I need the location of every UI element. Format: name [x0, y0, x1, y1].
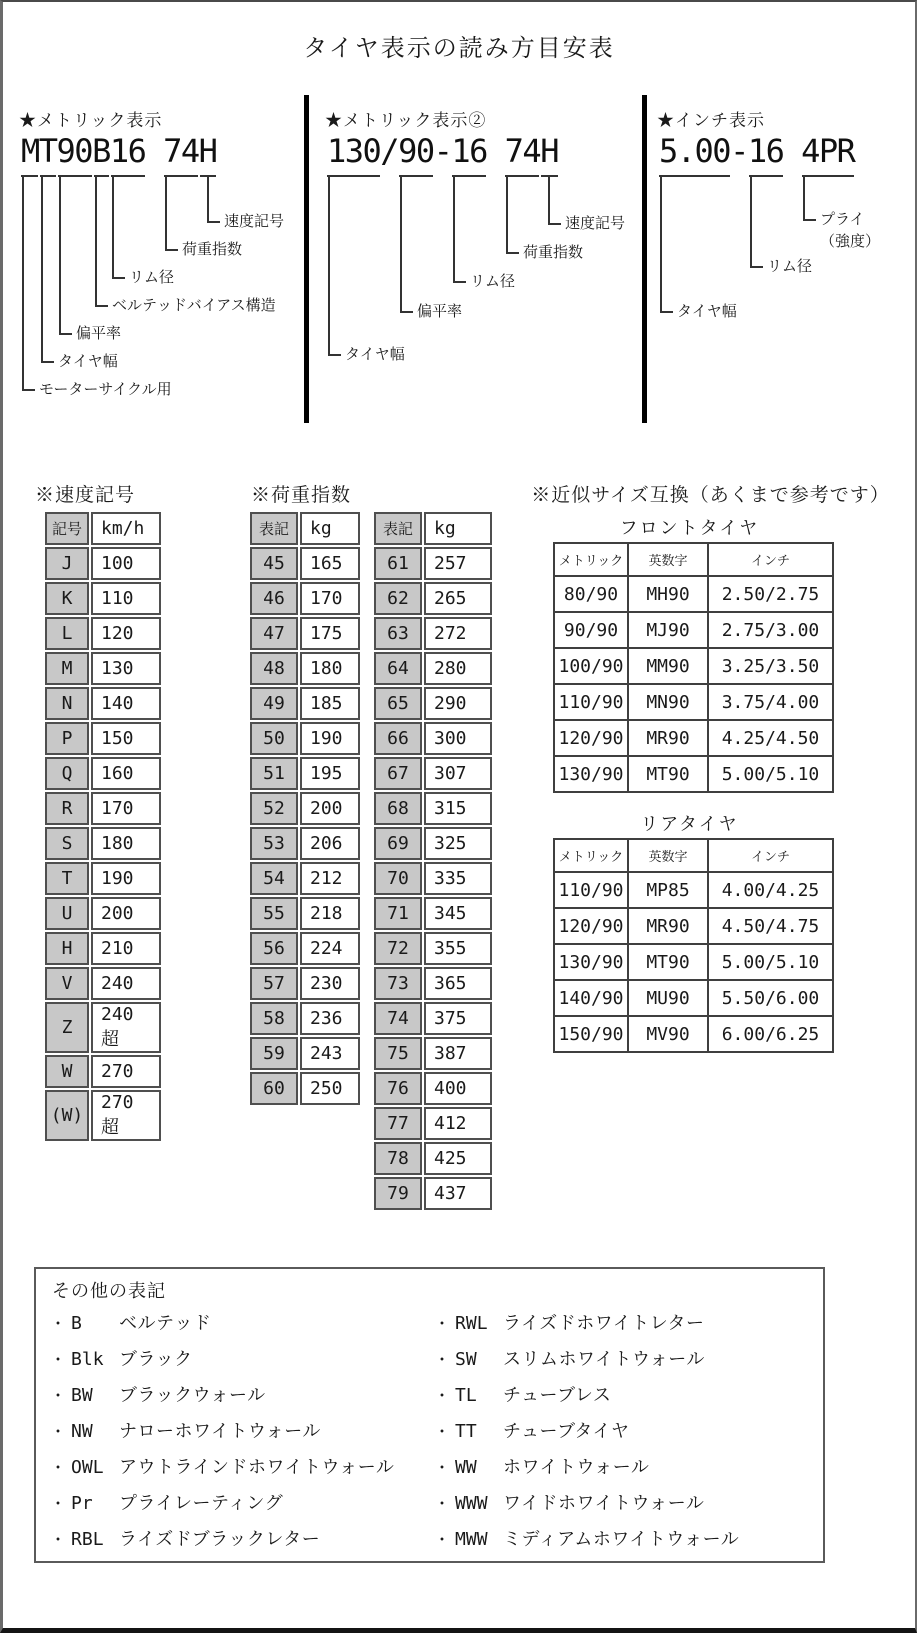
- load-index-row: 53 206: [250, 827, 360, 860]
- load-index-row: 77 412: [374, 1107, 492, 1140]
- col-header-symbol: 記号: [45, 512, 89, 545]
- note-code: WW: [455, 1457, 477, 1478]
- section-header-inch: ★インチ表示: [657, 111, 765, 130]
- rear-tire-row: 110/90 MP85 4.00/4.25: [554, 872, 833, 908]
- speed-table-row: J 100: [45, 547, 161, 580]
- notation-label-motorcycle: モーターサイクル用: [39, 381, 172, 398]
- notes-right-list: [434, 1305, 739, 1557]
- note-item: [434, 1377, 739, 1413]
- note-code: BW: [71, 1385, 93, 1406]
- note-code: Blk: [71, 1349, 104, 1370]
- notation-label-tire-width: タイヤ幅: [345, 346, 405, 363]
- speed-table-row: P 150: [45, 722, 161, 755]
- col-header-mark: 表記: [250, 512, 298, 545]
- speed-table-row: S 180: [45, 827, 161, 860]
- section-divider-right: [642, 95, 647, 423]
- load-index-row: 54 212: [250, 862, 360, 895]
- notation-section-metric2: [323, 102, 639, 424]
- load-index-row: 79 437: [374, 1177, 492, 1210]
- note-code: B: [71, 1313, 82, 1334]
- table-header-row: [45, 512, 161, 545]
- load-index-row: 61 257: [374, 547, 492, 580]
- note-item: [434, 1305, 739, 1341]
- load-index-row: 67 307: [374, 757, 492, 790]
- load-index-row: 52 200: [250, 792, 360, 825]
- speed-table-row: U 200: [45, 897, 161, 930]
- note-code: RWL: [455, 1313, 488, 1334]
- col-header-metric: メトリック: [554, 543, 628, 576]
- load-index-row: 75 387: [374, 1037, 492, 1070]
- col-header-kmh: km/h: [91, 512, 161, 545]
- front-tire-table: [553, 542, 834, 793]
- note-item: [50, 1377, 394, 1413]
- note-item: [50, 1305, 394, 1341]
- col-header-metric: メトリック: [554, 839, 628, 872]
- notation-label-belted-bias: ベルテッドバイアス構造: [112, 297, 276, 314]
- note-code: TT: [455, 1421, 477, 1442]
- load-index-row: 64 280: [374, 652, 492, 685]
- note-name: アウトラインドホワイトウォール: [119, 1457, 395, 1477]
- speed-table-row: Q 160: [45, 757, 161, 790]
- speed-table-row: W 270: [45, 1055, 161, 1088]
- note-item: [50, 1341, 394, 1377]
- note-code: TL: [455, 1385, 477, 1406]
- load-index-row: 55 218: [250, 897, 360, 930]
- col-header-inch: インチ: [708, 839, 833, 872]
- speed-table-row: M 130: [45, 652, 161, 685]
- speed-symbol-table: [43, 510, 163, 1143]
- notation-label-tire-width: タイヤ幅: [677, 303, 737, 320]
- note-name: プライレーティング: [119, 1493, 284, 1513]
- tire-code-metric2: 130/90-16 74H: [327, 132, 558, 170]
- load-index-row: 59 243: [250, 1037, 360, 1070]
- load-index-row: 78 425: [374, 1142, 492, 1175]
- note-name: ベルテッド: [119, 1313, 212, 1333]
- other-notations-title: その他の表記: [52, 1281, 166, 1301]
- note-item: [434, 1341, 739, 1377]
- table-header-row: [250, 512, 360, 545]
- rear-tire-row: 130/90 MT90 5.00/5.10: [554, 944, 833, 980]
- page-title: タイヤ表示の読み方目安表: [303, 35, 615, 62]
- note-name: ミディアムホワイトウォール: [503, 1529, 740, 1549]
- note-name: スリムホワイトウォール: [503, 1349, 705, 1369]
- col-header-mark: 表記: [374, 512, 422, 545]
- notation-label-rim-diameter: リム径: [767, 258, 813, 275]
- load-index-row: 63 272: [374, 617, 492, 650]
- load-index-row: 71 345: [374, 897, 492, 930]
- notation-label-ply: プライ: [820, 211, 865, 228]
- col-header-inch: インチ: [708, 543, 833, 576]
- note-name: ライズドブラックレター: [119, 1529, 321, 1549]
- notation-section-inch: [655, 102, 915, 424]
- notation-section-metric: [17, 102, 307, 424]
- note-code: NW: [71, 1421, 93, 1442]
- note-item: [50, 1521, 394, 1557]
- load-index-row: 50 190: [250, 722, 360, 755]
- note-item: [434, 1449, 739, 1485]
- load-index-row: 73 365: [374, 967, 492, 1000]
- note-code: RBL: [71, 1529, 104, 1550]
- load-index-row: 68 315: [374, 792, 492, 825]
- load-index-row: 72 355: [374, 932, 492, 965]
- front-tire-row: 110/90 MN90 3.75/4.00: [554, 684, 833, 720]
- load-index-row: 56 224: [250, 932, 360, 965]
- table-header-row: [374, 512, 492, 545]
- rear-tire-row: 120/90 MR90 4.50/4.75: [554, 908, 833, 944]
- front-tire-row: 120/90 MR90 4.25/4.50: [554, 720, 833, 756]
- note-name: ライズドホワイトレター: [503, 1313, 705, 1333]
- note-item: [50, 1485, 394, 1521]
- notation-label-speed-symbol: 速度記号: [565, 215, 626, 232]
- load-index-row: 49 185: [250, 687, 360, 720]
- tire-code-inch: 5.00-16 4PR: [659, 132, 855, 170]
- section-header-metric2: ★メトリック表示②: [325, 111, 487, 130]
- rear-tire-row: 140/90 MU90 5.50/6.00: [554, 980, 833, 1016]
- tire-code-metric: MT90B16 74H: [21, 132, 217, 170]
- load-index-row: 62 265: [374, 582, 492, 615]
- speed-table-row: L 120: [45, 617, 161, 650]
- load-index-row: 70 335: [374, 862, 492, 895]
- load-index-row: 74 375: [374, 1002, 492, 1035]
- note-code: WWW: [455, 1493, 488, 1514]
- load-index-row: 76 400: [374, 1072, 492, 1105]
- section-header-metric: ★メトリック表示: [19, 111, 163, 130]
- note-item: [50, 1413, 394, 1449]
- load-index-table-1: [248, 510, 362, 1107]
- front-tire-subtitle: フロントタイヤ: [619, 518, 760, 538]
- note-code: SW: [455, 1349, 477, 1370]
- notation-label-rim-diameter: リム径: [129, 269, 175, 286]
- notation-label-aspect-ratio: 偏平率: [76, 325, 122, 342]
- notes-left-list: [50, 1305, 394, 1557]
- speed-table-row: T 190: [45, 862, 161, 895]
- speed-table-row: N 140: [45, 687, 161, 720]
- note-item: [434, 1521, 739, 1557]
- load-index-row: 48 180: [250, 652, 360, 685]
- rear-tire-table: [553, 838, 834, 1053]
- note-code: Pr: [71, 1493, 93, 1514]
- speed-table-row: R 170: [45, 792, 161, 825]
- note-item: [50, 1449, 394, 1485]
- rear-tire-row: 150/90 MV90 6.00/6.25: [554, 1016, 833, 1052]
- notation-label-rim-diameter: リム径: [470, 273, 516, 290]
- note-name: ホワイトウォール: [503, 1457, 650, 1477]
- notation-label-speed-symbol: 速度記号: [224, 213, 285, 230]
- note-name: チューブレス: [503, 1385, 612, 1405]
- load-index-table-2: [372, 510, 494, 1212]
- col-header-alnum: 英数字: [628, 839, 708, 872]
- speed-table-heading: ※速度記号: [35, 485, 136, 506]
- load-index-row: 69 325: [374, 827, 492, 860]
- notation-label-load-index: 荷重指数: [523, 244, 584, 261]
- load-index-heading: ※荷重指数: [251, 485, 352, 506]
- speed-table-row: Z 240 超: [45, 1002, 161, 1053]
- speed-table-row: H 210: [45, 932, 161, 965]
- col-header-kg: kg: [424, 512, 492, 545]
- note-name: ワイドホワイトウォール: [503, 1493, 705, 1513]
- speed-table-row: V 240: [45, 967, 161, 1000]
- speed-table-row: (W) 270 超: [45, 1090, 161, 1141]
- col-header-kg: kg: [300, 512, 360, 545]
- notation-label-aspect-ratio: 偏平率: [417, 303, 463, 320]
- notation-label-ply-strength: （強度）: [820, 233, 881, 250]
- load-index-row: 46 170: [250, 582, 360, 615]
- load-index-row: 51 195: [250, 757, 360, 790]
- load-index-row: 60 250: [250, 1072, 360, 1105]
- note-name: ナローホワイトウォール: [119, 1421, 321, 1441]
- speed-table-row: K 110: [45, 582, 161, 615]
- note-name: チューブタイヤ: [503, 1421, 630, 1441]
- load-index-row: 65 290: [374, 687, 492, 720]
- note-code: MWW: [455, 1529, 488, 1550]
- note-item: [434, 1485, 739, 1521]
- notation-label-load-index: 荷重指数: [182, 241, 243, 258]
- other-notations-box: [34, 1267, 825, 1563]
- load-index-row: 58 236: [250, 1002, 360, 1035]
- load-index-row: 47 175: [250, 617, 360, 650]
- notation-label-tire-width: タイヤ幅: [58, 353, 118, 370]
- note-code: OWL: [71, 1457, 104, 1478]
- front-tire-row: 130/90 MT90 5.00/5.10: [554, 756, 833, 792]
- load-index-row: 57 230: [250, 967, 360, 1000]
- front-tire-row: 90/90 MJ90 2.75/3.00: [554, 612, 833, 648]
- load-index-row: 66 300: [374, 722, 492, 755]
- table-header-row: [554, 543, 833, 576]
- rear-tire-subtitle: リアタイヤ: [640, 814, 739, 834]
- table-header-row: [554, 839, 833, 872]
- load-index-row: 45 165: [250, 547, 360, 580]
- col-header-alnum: 英数字: [628, 543, 708, 576]
- front-tire-row: 80/90 MH90 2.50/2.75: [554, 576, 833, 612]
- front-tire-row: 100/90 MM90 3.25/3.50: [554, 648, 833, 684]
- note-item: [434, 1413, 739, 1449]
- note-name: ブラック: [119, 1349, 193, 1369]
- note-name: ブラックウォール: [119, 1385, 266, 1405]
- compat-heading: ※近似サイズ互換（あくまで参考です）: [531, 485, 890, 506]
